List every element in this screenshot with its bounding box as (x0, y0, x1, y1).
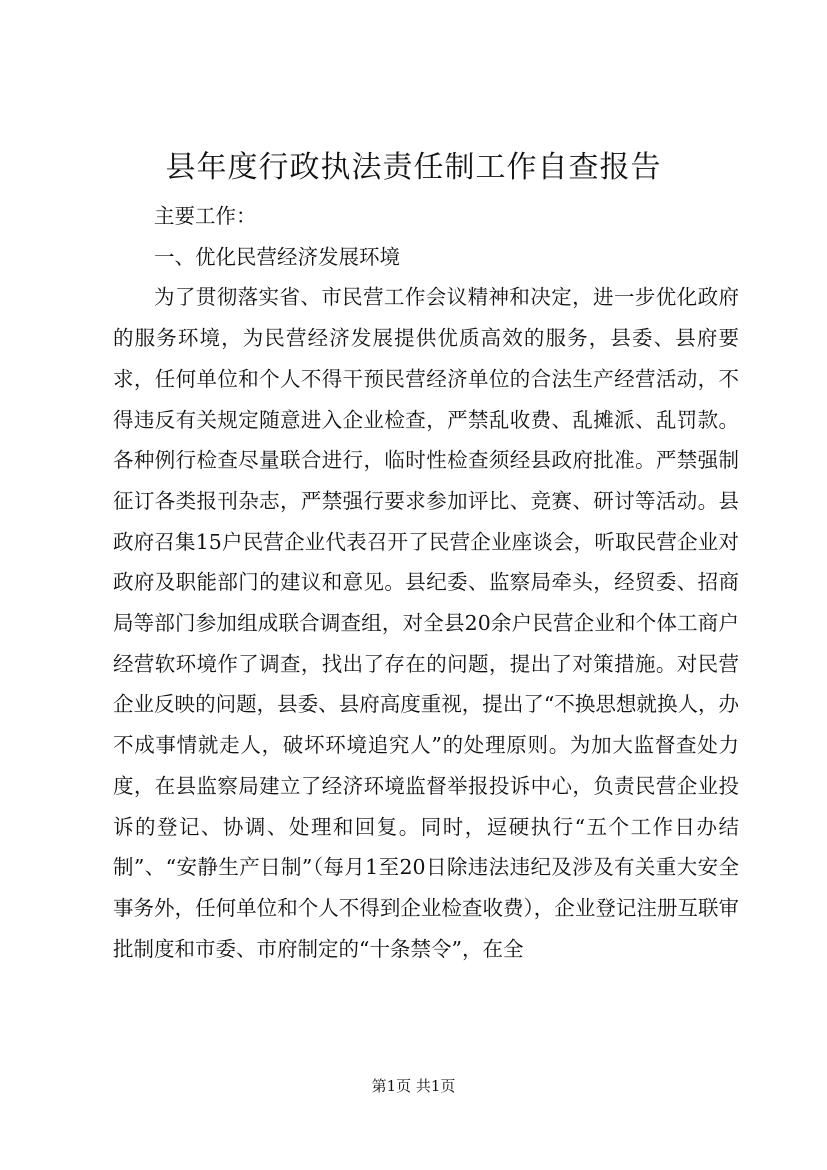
section-heading-optimize-environment: 一、优化民营经济发展环境 (154, 244, 400, 269)
section-heading-main-work: 主要工作： (154, 204, 257, 228)
page-footer: 第1页 共1页 (371, 1077, 456, 1095)
body-paragraph: 为了贯彻落实省、市民营工作会议精神和决定，进一步优化政府的服务环境，为民营经济发展提供优质高效的服务，县委、县府要求，任何单位和个人不得干预民营经济单位的合法生产经营活动，不得违反有关规定随意进入企业检查，严禁乱收费、乱摊派、乱罚款。各种例行检查尽量联合进行，临时性检查须经县政府批准。严禁强制征订各类报刊杂志，严禁强行要求参加评比、竞赛、研讨等活动。县政府召集15户民营企业代表召开了民营企业座谈会，听取民营企业对政府及职能部门的建议和意见。县纪委、监察局牵头，经贸委、招商局等部门参加组成联合调查组，对全县20余户民营企业和个体工商户经营软环境作了调查，找出了存在的问题，提出了对策措施。对民营企业反映的问题，县委、县府高度重视，提出了“不换思想就换人，办不成事情就走人，破坏环境追究人”的处理原则。为加大监督查处力度，在县监察局建立了经济环境监督举报投诉中心，负责民营企业投诉的登记、协调、处理和回复。同时，逗硬执行“五个工作日办结制”、“安静生产日制”（每月1至20日除违法违纪及涉及有关重大安全事务外，任何单位和个人不得到企业检查收费），企业登记注册互联审批制度和市委、市府制定的“十条禁令”，在全 (113, 285, 739, 961)
document-body (113, 196, 739, 969)
document-title: 县年度行政执法责任制工作自查报告 (165, 150, 662, 185)
